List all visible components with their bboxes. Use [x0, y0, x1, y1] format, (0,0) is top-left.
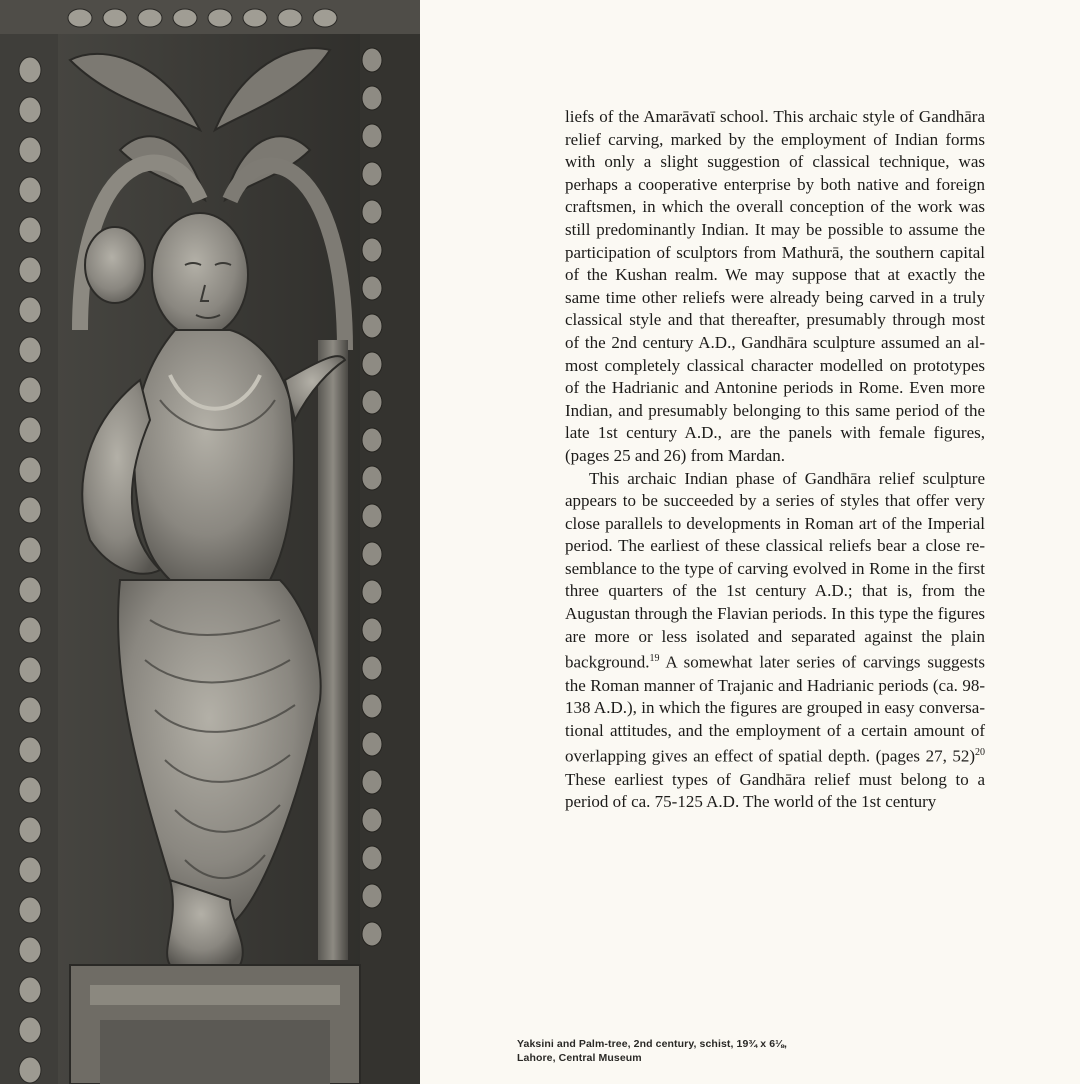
paragraph-2 — [565, 468, 985, 814]
footnote-20: 20 — [975, 747, 985, 759]
paragraph-2-part-1: This archaic Indian phase of Gandhāra relief sculpture appears to be succeeded by a series of styles that offer very close parallels to developments in Roman art of the Imperial period. The earliest of these classical reliefs bear a close resemblance to the type of carving evolved in Rome in the first three quarters of the 1st century A.D.; that is, from the Augustan through the Flavian periods. In this type the figures are more or less isolated and separated against the plain background. — [565, 468, 985, 672]
footnote-19: 19 — [649, 653, 660, 665]
relief-photograph — [0, 0, 420, 1084]
yaksini-relief-image — [0, 0, 420, 1084]
paragraph-2-part-2: A somewhat later series of carvings suggests the Roman manner of Trajanic and Hadrianic periods (ca. 98-138 A.D.), in which the figures are grouped in easy conversational attitudes, and the employment of a certain amount of overlapping gives an effect of spatial depth. (pages 27, 52) — [565, 652, 985, 766]
paragraph-2-part-3: These earliest types of Gandhāra relief must belong to a period of ca. 75-125 A.D. The world of the 1st century — [565, 769, 985, 812]
paragraph-1: liefs of the Amarāvatī school. This archaic style of Gandhāra relief carving, marked by the employment of Indian forms with only a slight suggestion of classical technique, was perhaps a cooperative enterprise by both native and foreign craftsmen, in which the overall conception of the work was still predominantly Indian. It may be possible to assume the participation of sculptors from Mathurā, the southern capital of the Kushan realm. We may suppose that at exactly the same time other reliefs were already being carved in a truly classical style and that thereafter, presumably through most of the 2nd century A.D., Gandhāra sculpture assumed an almost completely classical character modelled on prototypes of the Hadrianic and Antonine periods in Rome. Even more Indian, and presumably belonging to this same period of the late 1st century A.D., are the panels with female figures, (pages 25 and 26) from Mardan. — [565, 107, 985, 465]
body-text-column — [565, 106, 985, 814]
caption-line-1: Yaksini and Palm-tree, 2nd century, schist, 19¾ x 6⅛, — [517, 1038, 788, 1050]
caption-line-2: Lahore, Central Museum — [517, 1052, 642, 1064]
figure-caption — [517, 1037, 937, 1065]
